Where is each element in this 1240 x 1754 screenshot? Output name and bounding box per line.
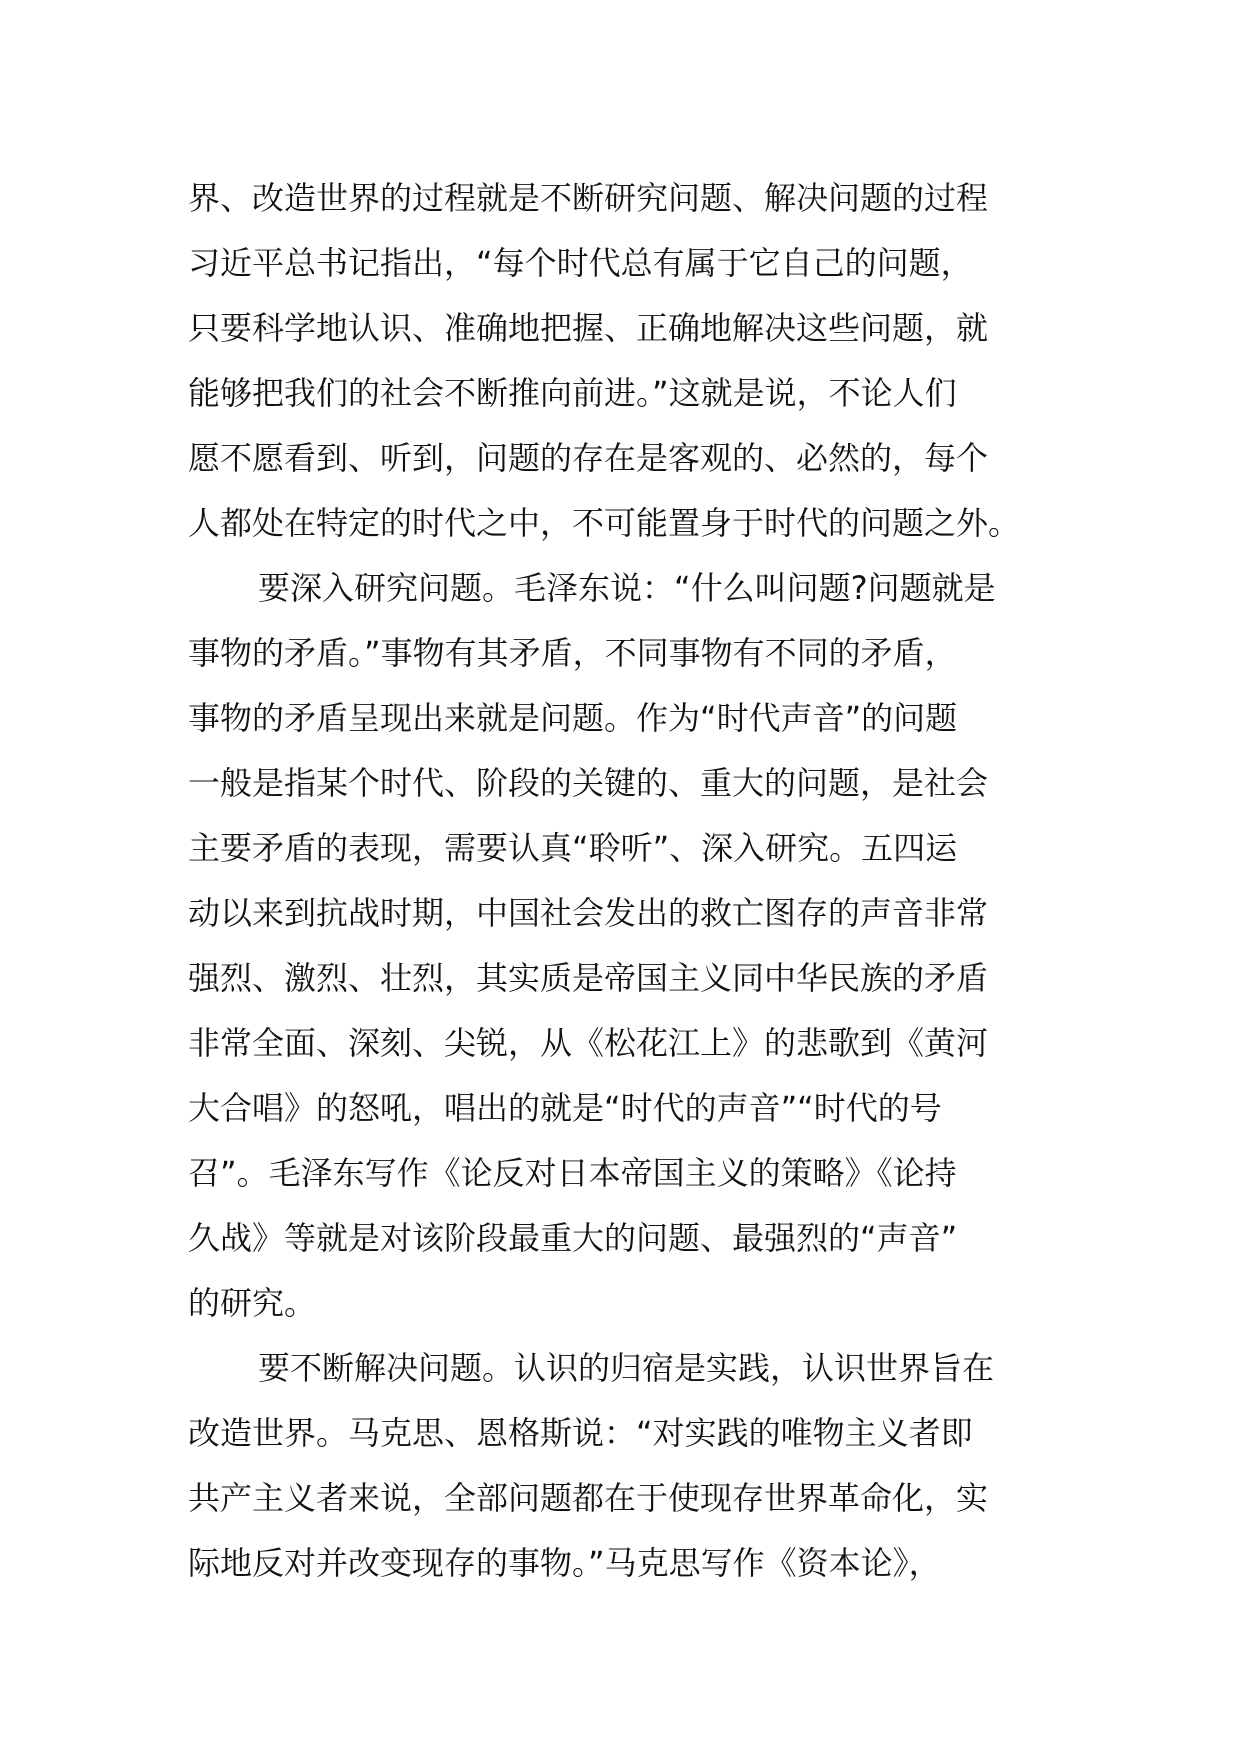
text-line: 动以来到抗战时期，中国社会发出的救亡图存的声音非常 [188,894,989,932]
text-line: 共产主义者来说，全部问题都在于使现存世界革命化，实 [188,1479,989,1517]
text-line: 人都处在特定的时代之中，不可能置身于时代的问题之外。 [188,504,1021,542]
text-line: 愿不愿看到、听到，问题的存在是客观的、必然的，每个 [188,439,989,477]
text-line: 的研究。 [188,1284,317,1322]
body-text [188,166,1068,1596]
text-line: 事物的矛盾。”事物有其矛盾，不同事物有不同的矛盾， [188,634,957,672]
text-line: 事物的矛盾呈现出来就是问题。作为“时代声音”的问题 [188,699,958,737]
text-line: 改造世界。马克思、恩格斯说：“对实践的唯物主义者即 [188,1414,973,1452]
text-line: 能够把我们的社会不断推向前进。”这就是说，不论人们 [188,374,957,412]
text-line: 大合唱》的怒吼，唱出的就是“时代的声音”“时代的号 [188,1089,942,1127]
text-line: 界、改造世界的过程就是不断研究问题、解决问题的过程 [188,179,989,217]
text-line: 习近平总书记指出，“每个时代总有属于它自己的问题， [188,244,973,282]
text-line: 只要科学地认识、准确地把握、正确地解决这些问题，就 [188,309,989,347]
text-line: 际地反对并改变现存的事物。”马克思写作《资本论》， [188,1544,941,1582]
paragraph-start-line: 要深入研究问题。毛泽东说：“什么叫问题?问题就是 [258,569,996,607]
text-line: 强烈、激烈、壮烈，其实质是帝国主义同中华民族的矛盾 [188,959,989,997]
paragraph-start-line: 要不断解决问题。认识的归宿是实践，认识世界旨在 [258,1349,995,1387]
text-line: 主要矛盾的表现，需要认真“聆听”、深入研究。五四运 [188,829,958,867]
text-line: 召”。毛泽东写作《论反对日本帝国主义的策略》《论持 [188,1154,957,1192]
text-line: 一般是指某个时代、阶段的关键的、重大的问题，是社会 [188,764,989,802]
text-line: 非常全面、深刻、尖锐，从《松花江上》的悲歌到《黄河 [188,1024,989,1062]
text-line: 久战》等就是对该阶段最重大的问题、最强烈的“声音” [188,1219,958,1257]
